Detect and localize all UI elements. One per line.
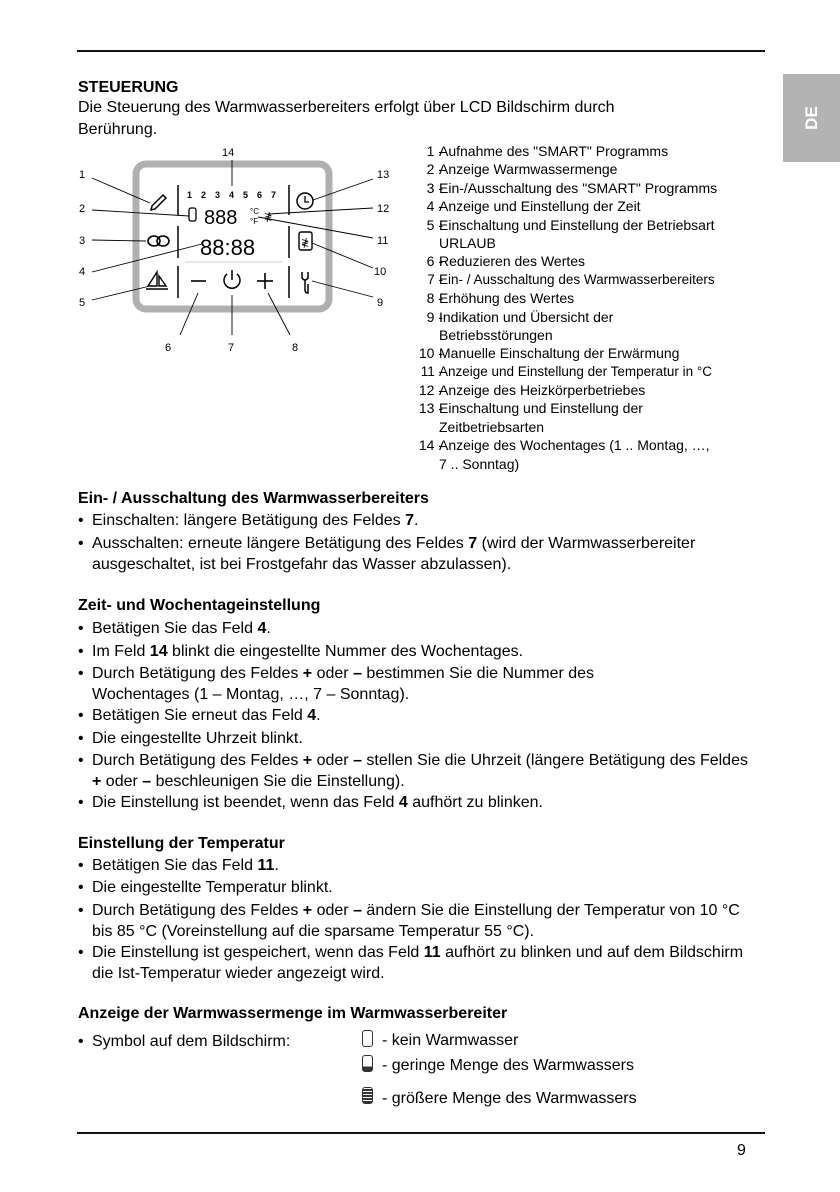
temperature-digits: 888 — [204, 207, 238, 229]
svg-text:6: 6 — [165, 342, 172, 354]
svg-text:6: 6 — [257, 190, 263, 200]
smart-eco-icon — [148, 236, 169, 246]
svg-text:°C: °C — [250, 207, 259, 216]
manual-heat-icon — [299, 232, 312, 250]
plus-icon — [257, 273, 273, 289]
tank-empty-icon — [362, 1030, 373, 1047]
lcd-display-diagram — [70, 140, 410, 360]
svg-text:2: 2 — [201, 190, 207, 200]
svg-text:7: 7 — [228, 342, 235, 354]
heater-icon: ≹ — [264, 212, 273, 223]
svg-text:10: 10 — [374, 266, 387, 278]
water-heading: Anzeige der Warmwassermenge im Warmwasserbereiter — [78, 1005, 508, 1022]
svg-text:11: 11 — [377, 235, 389, 247]
onoff-heading: Ein- / Ausschaltung des Warmwasserbereiters — [78, 490, 429, 507]
time-heading: Zeit- und Wochentageinstellung — [78, 597, 321, 614]
svg-text:8: 8 — [292, 342, 299, 354]
svg-text:5: 5 — [243, 190, 249, 200]
weekday-indicators — [187, 190, 276, 200]
intro-line-1: Die Steuerung des Warmwasserbereiters erfolgt über LCD Bildschirm durch — [78, 99, 615, 116]
svg-text:9: 9 — [377, 297, 384, 309]
svg-text:3: 3 — [79, 235, 86, 247]
svg-text:1: 1 — [79, 169, 86, 181]
svg-text:14: 14 — [222, 147, 235, 159]
svg-text:4: 4 — [79, 266, 86, 278]
page-number: 9 — [737, 1142, 746, 1159]
intro-line-2: Berührung. — [78, 121, 158, 138]
svg-text:3: 3 — [215, 190, 221, 200]
svg-text:7: 7 — [271, 190, 277, 200]
tank-full-icon — [362, 1087, 373, 1104]
bottom-rule — [77, 1132, 765, 1134]
time-digits: 88:88 — [200, 235, 256, 260]
water-symbol-low: - geringe Menge des Warmwassers — [382, 1057, 634, 1074]
wrench-icon — [302, 272, 308, 293]
tank-low-icon — [362, 1055, 373, 1072]
boiler-level-icon — [189, 208, 196, 221]
svg-text:1: 1 — [187, 190, 193, 200]
top-rule — [77, 50, 765, 52]
water-symbol-empty: - kein Warmwasser — [382, 1032, 519, 1049]
svg-text:≹: ≹ — [301, 238, 310, 249]
power-icon — [224, 270, 240, 288]
svg-text:5: 5 — [79, 297, 86, 309]
svg-text:13: 13 — [377, 169, 390, 181]
section-title: STEUERUNG — [78, 79, 179, 96]
pen-icon — [151, 195, 166, 210]
svg-text:°F: °F — [250, 217, 259, 226]
water-symbol-full: - größere Menge des Warmwassers — [382, 1090, 637, 1107]
legend-list: 1 - Aufnahme des "SMART" Programms 2 - Anzeige Warmwassermenge 3 - Ein-/Ausschaltung des "SMART" Programms 4 - Anzeige und Einstellung der Zeit 5 - Einschaltung und Einstellung der Betriebsart URLAUB 6 - Reduzieren des Wertes 7 - Ein- / Ausschaltung des Warmwasserbereiters 8 - Erhöhung des Wertes 9 - Indikation und Übersicht der Betriebsstörungen 10 - Manuelle Einschaltung der Erwärmung 11 - Anzeige und Einstellung der Temperatur in °C 12 - Anzeige des Heizkörperbetriebes 13 - Einschaltung und Einstellung der Zeitbetriebsarten 14 - Anzeige des Wochentages (1 .. Montag, …, 7 .. Sonntag) — [418, 143, 718, 472]
svg-text:12: 12 — [377, 203, 390, 215]
clock-icon — [297, 193, 313, 209]
language-tab: DE — [783, 74, 840, 162]
svg-text:2: 2 — [79, 203, 86, 215]
svg-text:4: 4 — [229, 190, 235, 200]
temperature-heading: Einstellung der Temperatur — [78, 835, 285, 852]
